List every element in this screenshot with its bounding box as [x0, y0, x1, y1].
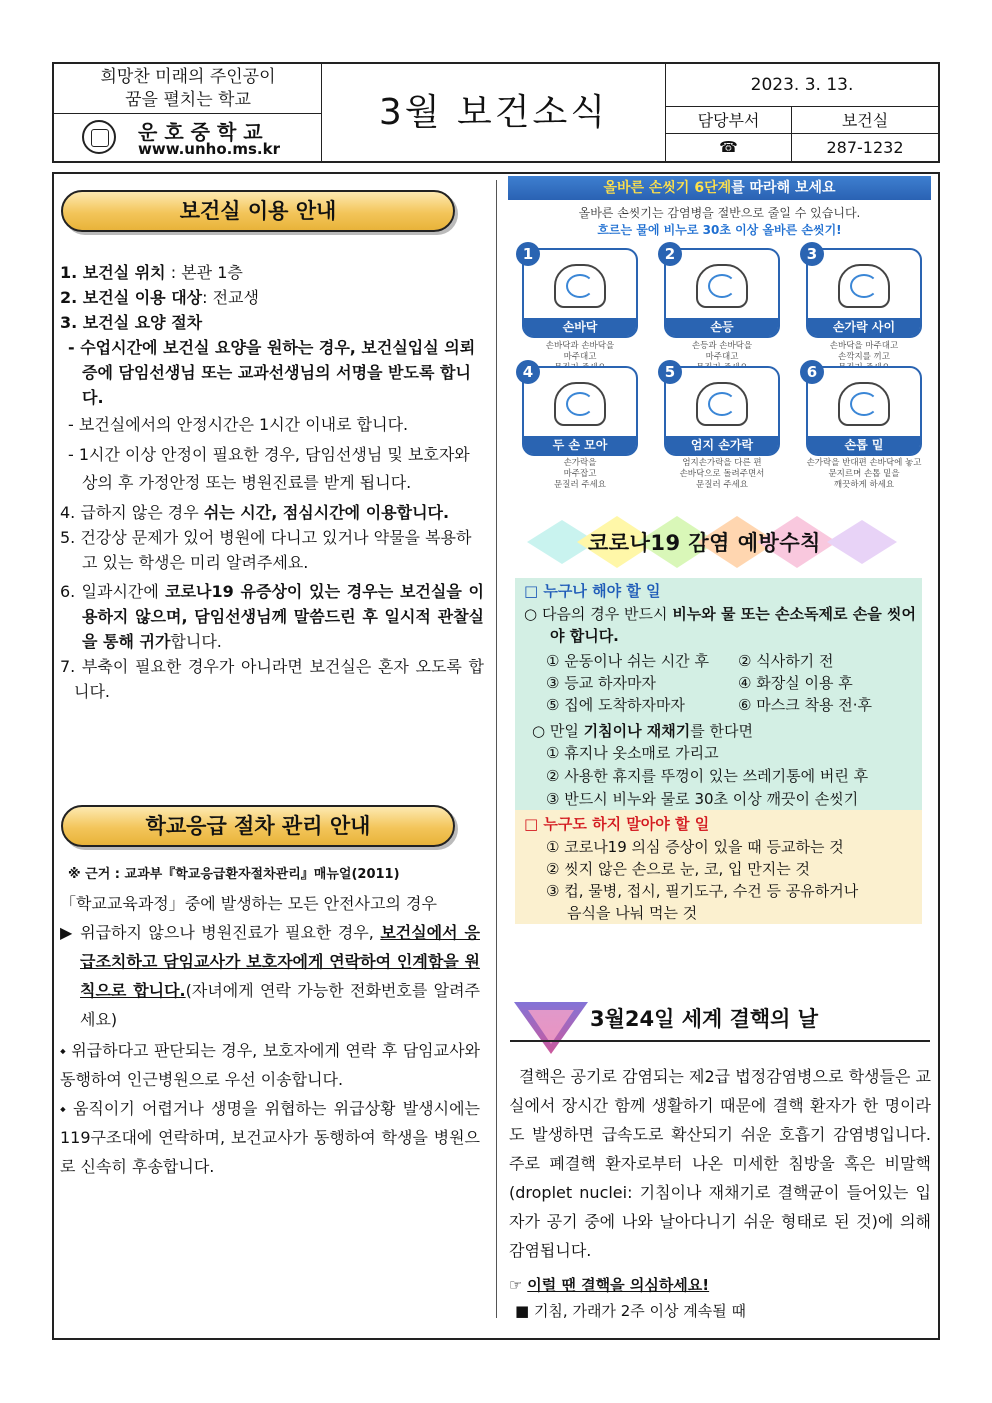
corona-cough-rule: ○ 만일 기침이나 재채기를 한다면	[532, 722, 753, 740]
health-room-list	[60, 260, 484, 704]
pointing-hand-icon: ☞	[509, 1276, 523, 1294]
school-info	[54, 64, 322, 161]
school-emblem-icon	[82, 120, 116, 154]
corona-n1: ① 코로나19 의심 증상이 있을 때 등교하는 것	[546, 838, 844, 856]
step-3-desc: 손바닥을 마주대고 손깍지를 끼고	[829, 341, 899, 362]
hands-icon	[554, 382, 606, 426]
column-divider	[496, 180, 497, 1318]
emergency-section	[60, 862, 480, 1181]
corona-do-section	[524, 580, 916, 648]
corona-c3: ③ 반드시 비누와 물로 30초 이상 깨끗이 손씻기	[546, 790, 859, 808]
hands-icon	[554, 264, 606, 308]
handwash-step-6: 6 손톱 밑	[806, 366, 922, 456]
corona-d1: ① 운동이나 쉬는 시간 후	[546, 652, 709, 670]
emergency-heading: 학교응급 절차 관리 안내	[61, 805, 455, 847]
handwash-slogan: 흐르는 물에 비누로 30초 이상 올바른 손씻기!	[597, 223, 842, 237]
item-3: 3. 보건실 요양 절차	[60, 313, 203, 332]
handwash-step-3: 3 손가락 사이	[806, 248, 922, 338]
step-1-desc: 손바닥과 손바닥을 마주대고	[545, 341, 615, 362]
item-3a: - 수업시간에 보건실 요양을 원하는 경우, 보건실입실 의뢰증에 담임선생님 또는 교과선생님의 서명을 받도록 합니다.	[68, 338, 476, 407]
item-3c: - 1시간 이상 안정이 필요한 경우, 담임선생님 및 보호자와 상의 후 가정안정 또는 병원진료를 받게 됩니다.	[68, 445, 470, 492]
corona-d2: ② 식사하기 전	[738, 652, 834, 670]
hands-icon	[696, 264, 748, 308]
item-5: 5. 건강상 문제가 있어 병원에 다니고 있거나 약물을 복용하고 있는 학생은 미리 알려주세요.	[60, 528, 472, 572]
tb-title: 3월24일 세계 결핵의 날	[590, 1007, 819, 1031]
phone-value: 287-1232	[826, 138, 904, 157]
page-title: 3월 보건소식	[322, 64, 666, 161]
dept-label: 담당부서	[666, 107, 792, 134]
school-block	[78, 116, 318, 160]
phone-icon: ☎	[666, 134, 792, 161]
corona-d5: ⑤ 집에 도착하자마자	[546, 696, 685, 714]
corona-c2: ② 사용한 휴지를 뚜껑이 있는 쓰레기통에 버린 후	[546, 767, 869, 785]
hands-icon	[838, 264, 890, 308]
corona-dont-heading: □ 누구도 하지 말아야 할 일	[524, 815, 710, 833]
item-4: 4. 급하지 않은 경우 쉬는 시간, 점심시간에 이용합니다.	[60, 503, 450, 522]
handwash-step-5: 5 엄지 손가락	[664, 366, 780, 456]
tb-body: 결핵은 공기로 감염되는 제2급 법정감염병으로 학생들은 교실에서 장시간 함께 생활하기 때문에 결핵 환자가 한 명이라도 발생하면 급속도로 확산되기 쉬운 호흡기 감염병입니다. 주로 폐결핵 환자로부터 나온 미세한 침방울 혹은 비말핵(droplet nuclei: 기침이나 재채기로 결핵균이 들어있는 입자가 공기 중에 나와 날아다니기 쉬운 형태로 된 것)에 의해 감염됩니다.	[509, 1067, 931, 1260]
corona-d3: ③ 등교 하자마자	[546, 674, 656, 692]
handwash-step-4: 4 두 손 모아	[522, 366, 638, 456]
step-6-desc: 손가락을 반대편 손바닥에 놓고 문지르며 손톱 밑을 깨끗하게 하세요	[806, 458, 922, 490]
item-3b: - 보건실에서의 안정시간은 1시간 이내로 합니다.	[68, 415, 409, 434]
handwash-step-1: 1 손바닥	[522, 248, 638, 338]
issue-date: 2023. 3. 13.	[666, 64, 938, 107]
handwash-banner: 올바른 손씻기 6단계를 따라해 보세요	[508, 176, 931, 200]
corona-d6: ⑥ 마스크 착용 전·후	[738, 696, 872, 714]
dept-value: 보건실	[792, 107, 938, 134]
school-name: 운호중학교	[138, 120, 270, 144]
tb-symptom-1: ■ 기침, 가래가 2주 이상 계속될 때	[515, 1302, 746, 1320]
handwash-graphic	[508, 176, 931, 490]
corona-d4: ④ 화장실 이용 후	[738, 674, 853, 692]
tb-suspect: ☞ 이럴 땐 결핵을 의심하세요!	[509, 1276, 710, 1294]
corona-handwash-rule: ○ 다음의 경우 반드시 비누와 물 또는 손소독제로 손을 씻어야 합니다.	[524, 604, 916, 645]
hands-icon	[696, 382, 748, 426]
corona-c1: ① 휴지나 옷소매로 가리고	[546, 744, 719, 762]
corona-n3a: ③ 컵, 물병, 접시, 필기도구, 수건 등 공유하거나	[546, 882, 859, 900]
emergency-point-3: ⬩ 움직이기 어렵거나 생명을 위협하는 위급상황 발생시에는 119구조대에 연락하며, 보건교사가 동행하여 학생을 병원으로 신속히 후송합니다.	[60, 1099, 480, 1176]
handwash-subtitle: 올바른 손씻기는 감염병을 절반으로 줄일 수 있습니다.	[578, 206, 861, 220]
corona-n3b: 음식을 나눠 먹는 것	[567, 904, 698, 922]
tb-underline	[510, 1040, 930, 1042]
handwash-step-2: 2 손등	[664, 248, 780, 338]
corona-do-heading: □ 누구나 해야 할 일	[524, 582, 661, 600]
hands-icon	[838, 382, 890, 426]
slogan-line-2: 꿈을 펼치는 학교	[125, 90, 251, 110]
corona-title: 코로나19 감염 예방수칙	[588, 531, 821, 555]
item-6: 6. 일과시간에 코로나19 유증상이 있는 경우는 보건실을 이용하지 않으며, 담임선생님께 말씀드린 후 일시적 관찰실을 통해 귀가합니다.	[60, 582, 484, 651]
slogan-line-1: 희망찬 미래의 주인공이	[100, 67, 276, 87]
item-2: 2. 보건실 이용 대상: 전교생	[60, 288, 259, 307]
item-1: 1. 보건실 위치 : 본관 1층	[60, 263, 243, 282]
emergency-point-2: ⬩ 위급하다고 판단되는 경우, 보호자에게 연락 후 담임교사와 동행하여 인근병원으로 우선 이송합니다.	[60, 1041, 480, 1089]
step-4-desc: 손가락을 마주잡고 문질러 주세요	[554, 458, 606, 490]
item-7: 7. 부축이 필요한 경우가 아니라면 보건실은 혼자 오도록 합니다.	[60, 657, 484, 701]
corona-n2: ② 씻지 않은 손으로 눈, 코, 입 만지는 것	[546, 860, 810, 878]
emergency-point-1: ▶ 위급하지 않으나 병원진료가 필요한 경우, 보건실에서 응급조치하고 담임교사가 보호자에게 연락하여 인계함을 원칙으로 합니다.(자녀에게 연락 가능한 전화번호를 알려주세요)	[60, 923, 480, 1029]
emergency-source: ※ 근거 : 교과부『학교응급환자절차관리』매뉴얼(2011)	[68, 867, 400, 882]
emergency-intro: 「학교교육과정」중에 발생하는 모든 안전사고의 경우	[60, 894, 437, 913]
school-slogan	[54, 64, 322, 114]
document-header	[52, 62, 940, 163]
step-2-desc: 손등과 손바닥을 마주대고	[691, 341, 753, 362]
decor-triangle-icon	[510, 996, 592, 1056]
school-url: www.unho.ms.kr	[138, 140, 280, 158]
health-room-heading: 보건실 이용 안내	[61, 190, 455, 232]
step-5-desc: 엄지손가락을 다른 편 손바닥으로 돌려주면서 문질러 주세요	[679, 458, 765, 490]
